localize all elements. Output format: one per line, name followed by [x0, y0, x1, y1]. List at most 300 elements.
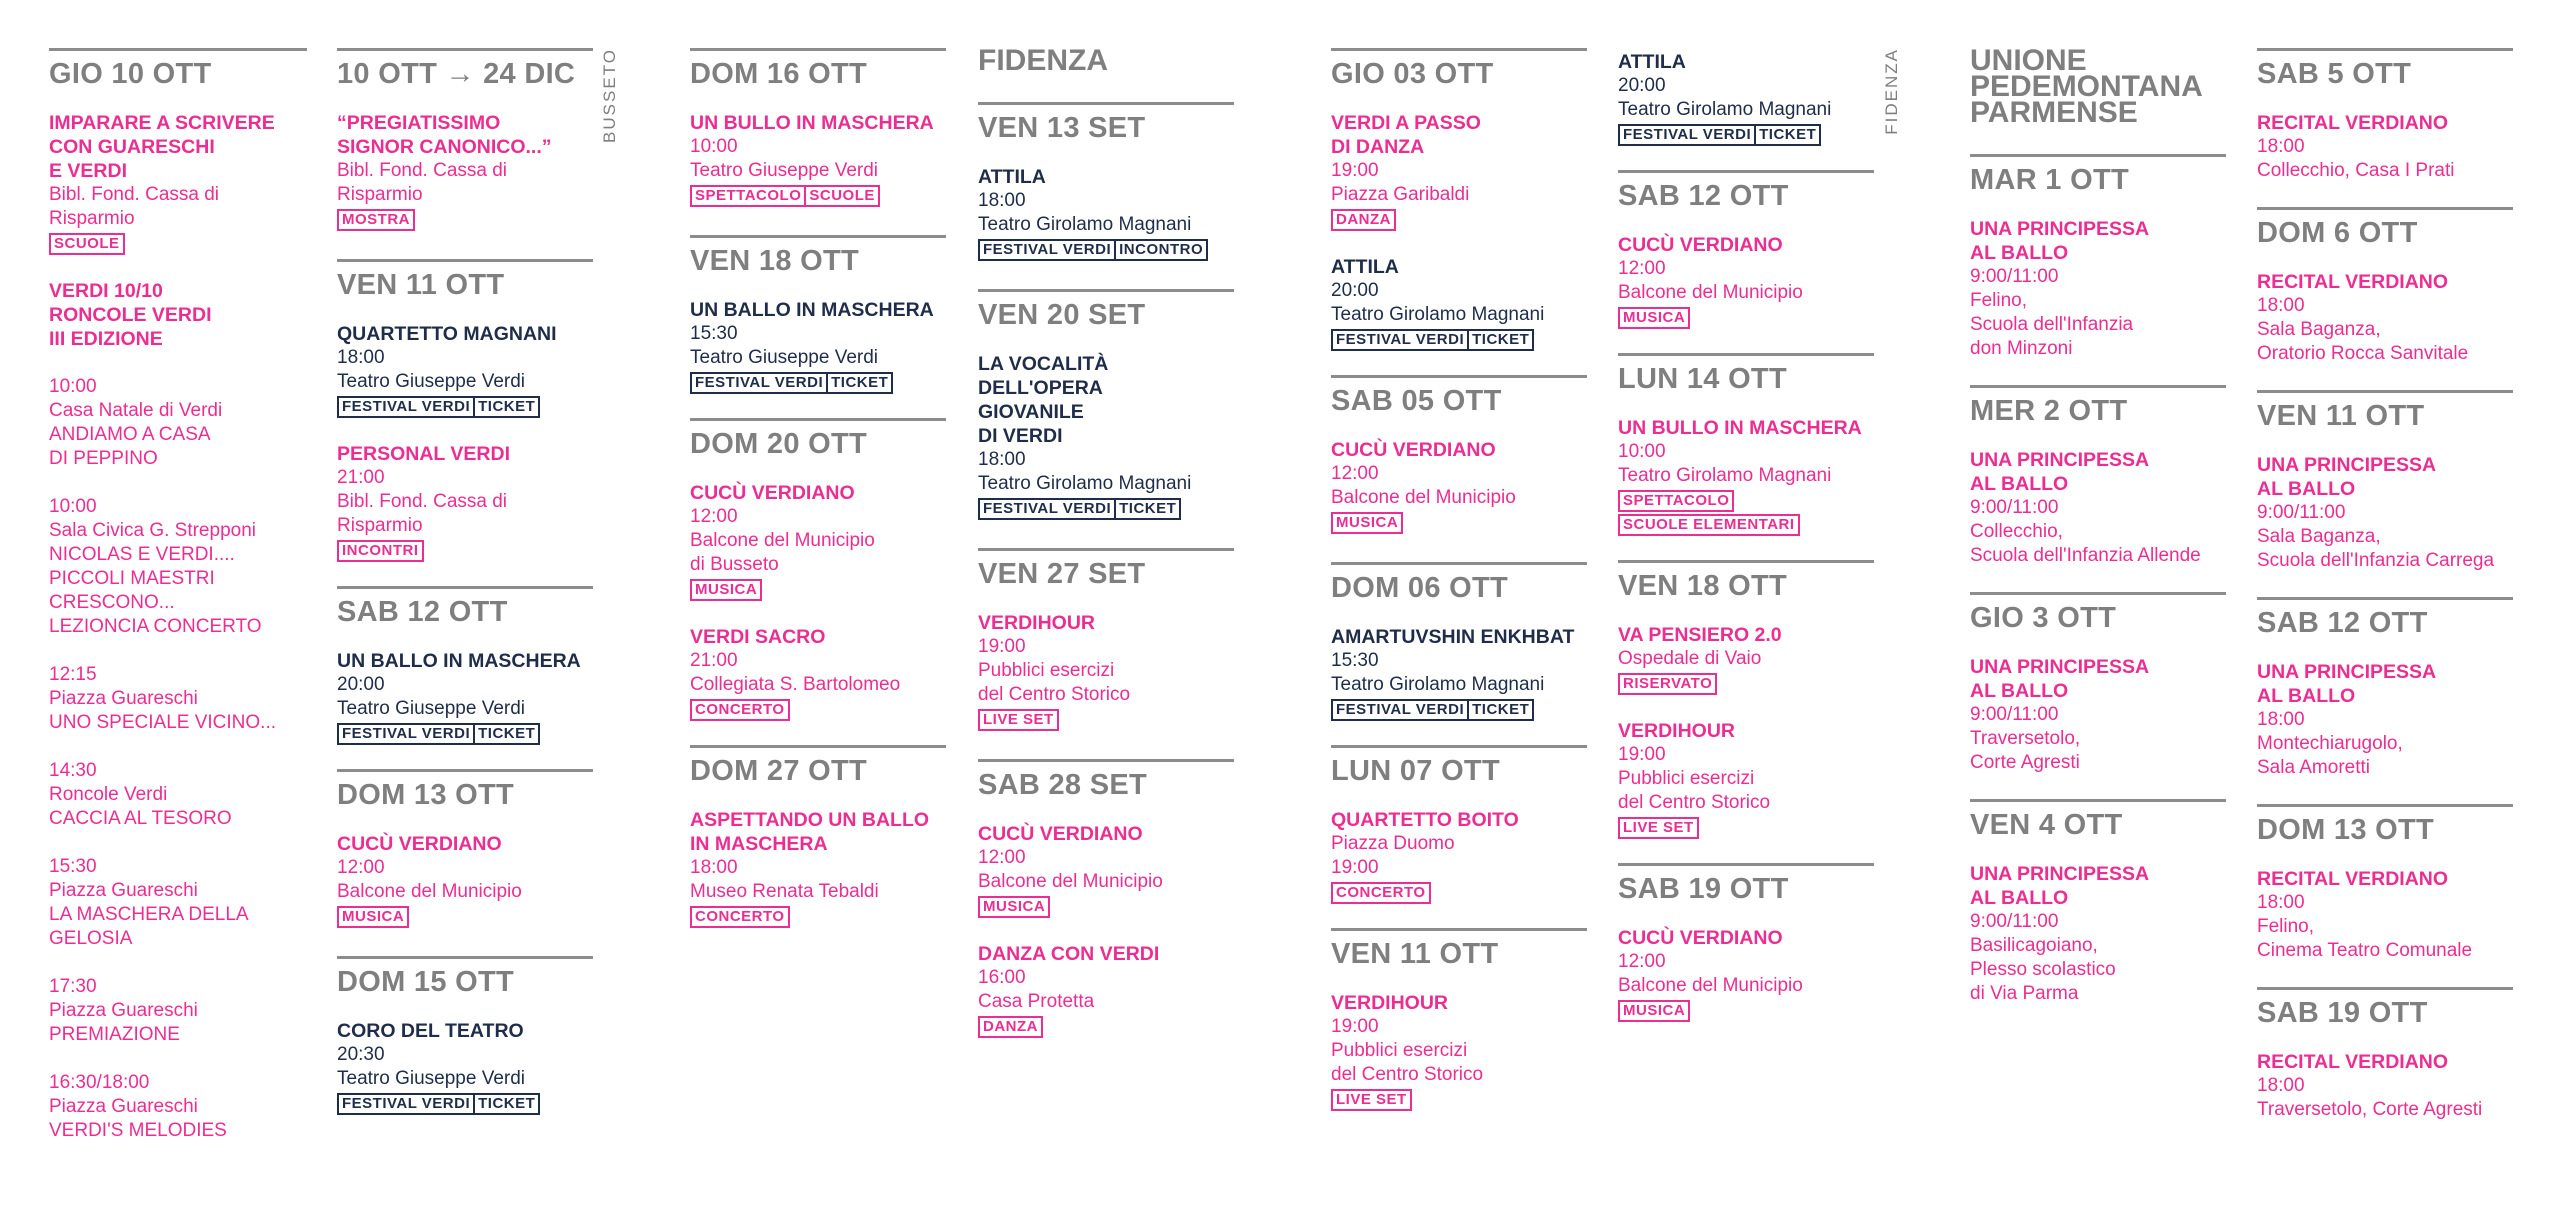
tag-group [978, 896, 1234, 918]
event-title: VERDI SACRO [690, 626, 826, 648]
event-detail: Traversetolo, [1970, 728, 2081, 749]
event-title: AL BALLO [1970, 473, 2069, 495]
event-line: Piazza Guareschi [49, 688, 198, 709]
category-tag: FESTIVAL VERDI [690, 372, 828, 394]
date-header: VEN 27 SET [978, 548, 1234, 591]
event-title: RONCOLE VERDI [49, 304, 212, 326]
event-detail: 18:00 [2257, 295, 2305, 316]
event-title: AMARTUVSHIN ENKHBAT [1331, 626, 1575, 648]
event-detail: don Minzoni [1970, 338, 2073, 359]
event-title: CUCÙ VERDIANO [1618, 927, 1783, 949]
date-header: VEN 4 OTT [1970, 799, 2226, 842]
event-title: DANZA CON VERDI [978, 943, 1160, 965]
event [978, 611, 1234, 731]
event-detail: Collegiata S. Bartolomeo [690, 674, 901, 695]
event [2257, 660, 2513, 780]
event-detail: 12:00 [1331, 463, 1379, 484]
tag-group [1618, 1000, 1874, 1022]
sub-event [49, 855, 307, 951]
event-title: CORO DEL TEATRO [337, 1020, 524, 1042]
event-detail: 12:00 [337, 857, 385, 878]
date-header: DOM 27 OTT [690, 745, 946, 788]
event-title: UNA PRINCIPESSA [2257, 454, 2437, 476]
event-detail: Balcone del Municipio [1618, 975, 1803, 996]
event-detail: Montechiarugolo, [2257, 733, 2403, 754]
event [337, 111, 593, 231]
event [1331, 111, 1587, 231]
event-line: Piazza Guareschi [49, 1096, 198, 1117]
town-title-fidenza: FIDENZA [978, 44, 1108, 77]
event-detail: 21:00 [337, 467, 385, 488]
event-title: ATTILA [1331, 256, 1399, 278]
event [978, 822, 1234, 918]
event-detail: Museo Renata Tebaldi [690, 881, 879, 902]
event-line: 17:30 [49, 976, 97, 997]
category-tag: FESTIVAL VERDI [337, 396, 475, 418]
category-tag: TICKET [1116, 498, 1181, 520]
event [690, 808, 946, 928]
event-detail: Scuola dell'Infanzia [1970, 314, 2134, 335]
event [690, 111, 946, 207]
tag-group [1331, 329, 1587, 351]
event-line: 10:00 [49, 496, 97, 517]
event-title: UN BALLO IN MASCHERA [337, 650, 581, 672]
event-detail: Sala Baganza, [2257, 526, 2381, 547]
category-tag: DANZA [978, 1016, 1043, 1038]
event-detail: 12:00 [978, 847, 1026, 868]
event-line: PREMIAZIONE [49, 1024, 180, 1045]
tag-group [337, 906, 593, 928]
event-detail: Teatro Girolamo Magnani [978, 473, 1192, 494]
event [1970, 448, 2226, 568]
event-detail: Cinema Teatro Comunale [2257, 940, 2473, 961]
event-title: CUCÙ VERDIANO [337, 833, 502, 855]
event-title: RECITAL VERDIANO [2257, 1051, 2449, 1073]
sub-event [49, 663, 307, 735]
date-header: SAB 12 OTT [337, 586, 593, 629]
event-line: DI PEPPINO [49, 448, 158, 469]
date-header: SAB 19 OTT [1618, 863, 1874, 906]
event-detail: 18:00 [2257, 1075, 2305, 1096]
event-detail: Bibl. Fond. Cassa di Risparmio [337, 491, 508, 536]
category-tag: DANZA [1331, 209, 1396, 231]
event-line: NICOLAS E VERDI.... [49, 544, 235, 565]
event-line: Sala Civica G. Strepponi [49, 520, 256, 541]
date-header: VEN 11 OTT [337, 259, 593, 302]
event-detail: Bibl. Fond. Cassa di Risparmio [49, 184, 220, 229]
event-detail: del Centro Storico [1618, 792, 1771, 813]
event-detail: Basilicagoiano, [1970, 935, 2098, 956]
event-title: CON GUARESCHI [49, 136, 215, 158]
event-detail: 18:00 [978, 449, 1026, 470]
event-detail: 18:00 [978, 190, 1026, 211]
event-title: VERDIHOUR [1618, 720, 1736, 742]
date-header: DOM 13 OTT [2257, 804, 2513, 847]
event-title: UN BALLO IN MASCHERA [690, 299, 934, 321]
tag-group [49, 233, 307, 255]
event-detail: 9:00/11:00 [1970, 704, 2059, 725]
event-line: GELOSIA [49, 928, 133, 949]
event-title: AL BALLO [2257, 478, 2356, 500]
event-line: CRESCONO... [49, 592, 175, 613]
category-tag: TICKET [1469, 329, 1534, 351]
event-title: IMPARARE A SCRIVERE [49, 112, 275, 134]
event-title: UN BULLO IN MASCHERA [690, 112, 934, 134]
event-title: AL BALLO [2257, 685, 2356, 707]
event-title: “PREGIATISSIMO [337, 112, 501, 134]
event-title: RECITAL VERDIANO [2257, 868, 2449, 890]
event-title: AL BALLO [1970, 680, 2069, 702]
event [1970, 217, 2226, 361]
event-title: RECITAL VERDIANO [2257, 112, 2449, 134]
event-title: VERDIHOUR [978, 612, 1096, 634]
event [49, 111, 307, 255]
date-header: VEN 20 SET [978, 289, 1234, 332]
category-tag: TICKET [475, 396, 540, 418]
event-title: ATTILA [1618, 51, 1686, 73]
event-detail: Pubblici esercizi [1331, 1040, 1468, 1061]
date-header: SAB 05 OTT [1331, 375, 1587, 418]
category-tag: CONCERTO [1331, 882, 1431, 904]
event-title: ASPETTANDO UN BALLO [690, 809, 930, 831]
event-detail: Teatro Giuseppe Verdi [690, 347, 879, 368]
event-detail: Teatro Girolamo Magnani [1331, 674, 1545, 695]
category-tag: FESTIVAL VERDI [978, 239, 1116, 261]
tag-group [978, 498, 1234, 520]
event [978, 942, 1234, 1038]
category-tag: MUSICA [1331, 512, 1403, 534]
category-tag: FESTIVAL VERDI [337, 723, 475, 745]
tag-group [337, 209, 593, 231]
event [337, 1019, 593, 1115]
event-title: ATTILA [978, 166, 1046, 188]
event-title: CUCÙ VERDIANO [690, 482, 855, 504]
event [690, 481, 946, 601]
tag-group [337, 396, 593, 418]
event-detail: 18:00 [337, 347, 385, 368]
event-detail: Collecchio, Casa I Prati [2257, 160, 2455, 181]
category-tag: SPETTACOLO [690, 185, 806, 207]
event-detail: Bibl. Fond. Cassa di Risparmio [337, 160, 508, 205]
event-detail: 9:00/11:00 [2257, 502, 2346, 523]
event-detail: Teatro Girolamo Magnani [1331, 304, 1545, 325]
column-6 [1618, 50, 1874, 1046]
category-tag: MUSICA [978, 896, 1050, 918]
event [49, 279, 307, 351]
event-detail: Scuola dell'Infanzia Carrega [2257, 550, 2495, 571]
event-detail: Pubblici esercizi [1618, 768, 1755, 789]
event-title: QUARTETTO MAGNANI [337, 323, 557, 345]
date-header: LUN 07 OTT [1331, 745, 1587, 788]
event-title: AL BALLO [1970, 887, 2069, 909]
event-title: CUCÙ VERDIANO [978, 823, 1143, 845]
tag-group [978, 1016, 1234, 1038]
event-detail: Corte Agresti [1970, 752, 2080, 773]
event-detail: 20:00 [1618, 75, 1666, 96]
category-tag: FESTIVAL VERDI [978, 498, 1116, 520]
event-title: VA PENSIERO 2.0 [1618, 624, 1782, 646]
event [2257, 1050, 2513, 1122]
event-title: DI VERDI [978, 425, 1063, 447]
event-title: UNA PRINCIPESSA [1970, 863, 2150, 885]
event-detail: di Via Parma [1970, 983, 2079, 1004]
event-title: UN BULLO IN MASCHERA [1618, 417, 1862, 439]
category-tag: LIVE SET [1331, 1089, 1412, 1111]
event-line: LEZIONCIA CONCERTO [49, 616, 262, 637]
column-3 [690, 48, 946, 952]
town-title-unione: UNIONE PEDEMONTANA PARMENSE [1970, 44, 2202, 129]
tag-group [337, 540, 593, 562]
event-title: UNA PRINCIPESSA [1970, 656, 2150, 678]
event-detail: 15:30 [1331, 650, 1379, 671]
event-line: CACCIA AL TESORO [49, 808, 232, 829]
event-detail: Felino, [1970, 290, 2028, 311]
event-detail: 19:00 [1331, 857, 1379, 878]
event-detail: 18:00 [690, 857, 738, 878]
category-tag: TICKET [828, 372, 893, 394]
event-detail: 16:00 [978, 967, 1026, 988]
event-title: DELL'OPERA [978, 377, 1103, 399]
event-detail: Balcone del Municipio [1618, 282, 1803, 303]
event [690, 298, 946, 394]
date-header: VEN 18 OTT [690, 235, 946, 278]
event-detail: Teatro Girolamo Magnani [1618, 99, 1832, 120]
tag-group [1331, 699, 1587, 721]
event-line: Piazza Guareschi [49, 880, 198, 901]
event-title: UNA PRINCIPESSA [2257, 661, 2437, 683]
date-header: GIO 3 OTT [1970, 592, 2226, 635]
date-header: VEN 11 OTT [1331, 928, 1587, 971]
tag-group [1331, 209, 1587, 231]
date-header: DOM 06 OTT [1331, 562, 1587, 605]
tag-group [690, 185, 946, 207]
date-header: VEN 11 OTT [2257, 390, 2513, 433]
event [337, 832, 593, 928]
event [1331, 991, 1587, 1111]
category-tag: INCONTRO [1116, 239, 1208, 261]
event [2257, 867, 2513, 963]
date-header: MAR 1 OTT [1970, 154, 2226, 197]
event [978, 165, 1234, 261]
date-header: LUN 14 OTT [1618, 353, 1874, 396]
date-header: VEN 18 OTT [1618, 560, 1874, 603]
event-detail: 20:00 [337, 674, 385, 695]
event-line: Casa Natale di Verdi [49, 400, 223, 421]
event-line: LA MASCHERA DELLA [49, 904, 249, 925]
tag-group [1618, 673, 1874, 695]
event-detail: Plesso scolastico [1970, 959, 2116, 980]
event-title: CUCÙ VERDIANO [1331, 439, 1496, 461]
event [1970, 862, 2226, 1006]
category-tag: SCUOLE ELEMENTARI [1618, 514, 1800, 536]
tag-group [1618, 514, 1874, 536]
category-tag: MUSICA [690, 579, 762, 601]
date-header: VEN 13 SET [978, 102, 1234, 145]
event-detail: del Centro Storico [1331, 1064, 1484, 1085]
side-label-busseto: BUSSETO [600, 48, 619, 143]
tag-group [978, 239, 1234, 261]
event-line: 10:00 [49, 376, 97, 397]
event [337, 322, 593, 418]
event-title: AL BALLO [1970, 242, 2069, 264]
column-7 [1970, 44, 2226, 1030]
event [1331, 438, 1587, 534]
event-title: RECITAL VERDIANO [2257, 271, 2449, 293]
event-detail: 10:00 [1618, 441, 1666, 462]
event-title: GIOVANILE [978, 401, 1084, 423]
event [1618, 233, 1874, 329]
event-detail: 21:00 [690, 650, 738, 671]
event-title: VERDI 10/10 [49, 280, 163, 302]
category-tag: SCUOLE [49, 233, 125, 255]
date-header: SAB 19 OTT [2257, 987, 2513, 1030]
column-1 [49, 48, 307, 1167]
event-detail: di Busseto [690, 554, 779, 575]
date-header: SAB 12 OTT [2257, 597, 2513, 640]
category-tag: INCONTRI [337, 540, 424, 562]
event [2257, 111, 2513, 183]
event-detail: Balcone del Municipio [690, 530, 875, 551]
category-tag: LIVE SET [1618, 817, 1699, 839]
event-detail: 10:00 [690, 136, 738, 157]
event-detail: 12:00 [690, 506, 738, 527]
event-title: VERDI A PASSO [1331, 112, 1481, 134]
event-line: PICCOLI MAESTRI [49, 568, 215, 589]
category-tag: MOSTRA [337, 209, 415, 231]
event-detail: Teatro Giuseppe Verdi [337, 698, 526, 719]
date-header: SAB 28 SET [978, 759, 1234, 802]
event-detail: 9:00/11:00 [1970, 911, 2059, 932]
event [690, 625, 946, 721]
sub-event [49, 1071, 307, 1143]
event-line: 12:15 [49, 664, 97, 685]
event-detail: Oratorio Rocca Sanvitale [2257, 343, 2469, 364]
event-detail: Teatro Giuseppe Verdi [337, 1068, 526, 1089]
event [1618, 926, 1874, 1022]
event [1618, 416, 1874, 536]
event [1331, 808, 1587, 904]
date-header: DOM 20 OTT [690, 418, 946, 461]
date-header: GIO 10 OTT [49, 48, 307, 91]
event-detail: 9:00/11:00 [1970, 266, 2059, 287]
event-title: IN MASCHERA [690, 833, 828, 855]
category-tag: FESTIVAL VERDI [337, 1093, 475, 1115]
event-title: E VERDI [49, 160, 128, 182]
event-title: VERDIHOUR [1331, 992, 1449, 1014]
column-8 [2257, 48, 2513, 1146]
category-tag: TICKET [475, 723, 540, 745]
event [1618, 623, 1874, 695]
date-header: DOM 13 OTT [337, 769, 593, 812]
event-detail: Teatro Girolamo Magnani [1618, 465, 1832, 486]
event-detail: Teatro Giuseppe Verdi [690, 160, 879, 181]
tag-group [337, 723, 593, 745]
category-tag: TICKET [475, 1093, 540, 1115]
event [1618, 50, 1874, 146]
event-detail: 18:00 [2257, 892, 2305, 913]
event-detail: 12:00 [1618, 951, 1666, 972]
event-title: SIGNOR CANONICO...” [337, 136, 552, 158]
event-line: 16:30/18:00 [49, 1072, 150, 1093]
category-tag: CONCERTO [690, 699, 790, 721]
event-detail: Sala Amoretti [2257, 757, 2370, 778]
sub-event [49, 975, 307, 1047]
category-tag: MUSICA [1618, 307, 1690, 329]
category-tag: SPETTACOLO [1618, 490, 1734, 512]
event [337, 649, 593, 745]
category-tag: RISERVATO [1618, 673, 1717, 695]
tag-group [690, 579, 946, 601]
event-title: UNA PRINCIPESSA [1970, 449, 2150, 471]
tag-group [337, 1093, 593, 1115]
event-detail: Collecchio, [1970, 521, 2063, 542]
event-detail: 18:00 [2257, 709, 2305, 730]
event-detail: 15:30 [690, 323, 738, 344]
date-header: DOM 16 OTT [690, 48, 946, 91]
tag-group [1618, 490, 1874, 512]
event-line: 15:30 [49, 856, 97, 877]
event-detail: Teatro Girolamo Magnani [978, 214, 1192, 235]
tag-group [690, 372, 946, 394]
category-tag: MUSICA [1618, 1000, 1690, 1022]
event-detail: Scuola dell'Infanzia Allende [1970, 545, 2201, 566]
event-title: UNA PRINCIPESSA [1970, 218, 2150, 240]
event-title: PERSONAL VERDI [337, 443, 511, 465]
category-tag: FESTIVAL VERDI [1331, 699, 1469, 721]
event-title: LA VOCALITÀ [978, 353, 1109, 375]
event-detail: 19:00 [1331, 1016, 1379, 1037]
event-title: CUCÙ VERDIANO [1618, 234, 1783, 256]
tag-group [978, 709, 1234, 731]
sub-event [49, 759, 307, 831]
tag-group [690, 699, 946, 721]
event-detail: 19:00 [1331, 160, 1379, 181]
tag-group [1618, 307, 1874, 329]
event-detail: 19:00 [1618, 744, 1666, 765]
category-tag: SCUOLE [806, 185, 880, 207]
event-detail: Pubblici esercizi [978, 660, 1115, 681]
event-detail: Piazza Garibaldi [1331, 184, 1470, 205]
column-4 [978, 44, 1234, 1062]
event-detail: 12:00 [1618, 258, 1666, 279]
event-title: III EDIZIONE [49, 328, 163, 350]
event-detail: Sala Baganza, [2257, 319, 2381, 340]
event-detail: del Centro Storico [978, 684, 1131, 705]
date-header: MER 2 OTT [1970, 385, 2226, 428]
event [1618, 719, 1874, 839]
event-detail: Ospedale di Vaio [1618, 648, 1762, 669]
event-detail: 9:00/11:00 [1970, 497, 2059, 518]
event-detail: 20:30 [337, 1044, 385, 1065]
event-line: VERDI'S MELODIES [49, 1120, 227, 1141]
event-line: ANDIAMO A CASA [49, 424, 211, 445]
category-tag: TICKET [1756, 124, 1821, 146]
date-header: SAB 12 OTT [1618, 170, 1874, 213]
event [978, 352, 1234, 520]
sub-event [49, 495, 307, 639]
category-tag: TICKET [1469, 699, 1534, 721]
tag-group [1331, 1089, 1587, 1111]
event-detail: Balcone del Municipio [1331, 487, 1516, 508]
category-tag: LIVE SET [978, 709, 1059, 731]
event-line: UNO SPECIALE VICINO... [49, 712, 276, 733]
category-tag: FESTIVAL VERDI [1618, 124, 1756, 146]
event-detail: 18:00 [2257, 136, 2305, 157]
event-detail: Piazza Duomo [1331, 833, 1455, 854]
date-header: DOM 15 OTT [337, 956, 593, 999]
event [1331, 625, 1587, 721]
tag-group [1331, 882, 1587, 904]
